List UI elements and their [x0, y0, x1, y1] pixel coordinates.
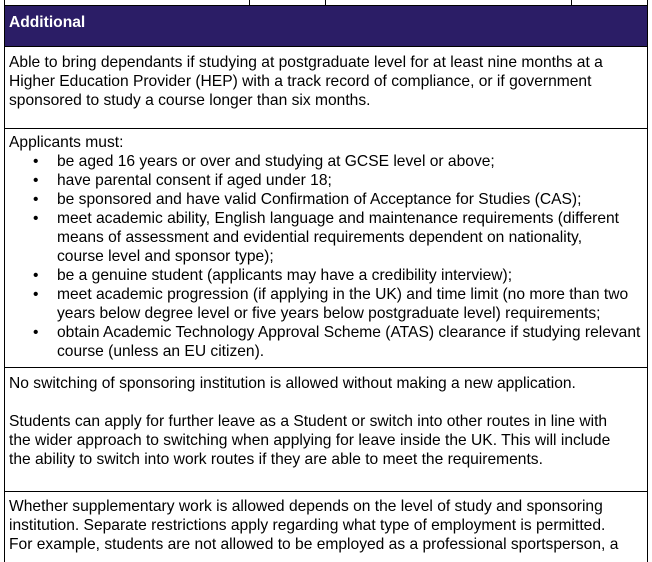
text-line: years below degree level or five years below postgraduate level) requirements; [57, 305, 601, 322]
text-line: • have parental consent if aged under 18; [57, 172, 332, 189]
text-line: • be aged 16 years or over and studying at GCSE level or above; [57, 153, 495, 170]
work-cell [4, 492, 648, 562]
document-table [4, 0, 648, 558]
list-item [57, 323, 643, 361]
list-item [57, 266, 643, 285]
requirements-intro: Applicants must: [9, 134, 124, 151]
text-line: course (unless an EU citizen). [57, 343, 265, 360]
column-divider [325, 0, 326, 5]
text-line: Higher Education Provider (HEP) with a track record of compliance, or if government [9, 73, 592, 90]
text-line: • meet academic ability, English language and maintenance requirements (different [57, 210, 619, 227]
text-line: Able to bring dependants if studying at postgraduate level for at least nine months at a [9, 54, 603, 71]
text-line: course level and sponsor type); [57, 248, 274, 265]
text-line: means of assessment and evidential requirements dependent on nationality, [57, 229, 583, 246]
text-line: • obtain Academic Technology Approval Scheme (ATAS) clearance if studying relevant [57, 324, 641, 341]
text-line: Students can apply for further leave as a Student or switch into other routes in line with [9, 413, 608, 430]
section-header [4, 6, 648, 47]
list-item [57, 190, 643, 209]
text-line: the wider approach to switching when applying for leave inside the UK. This will include [9, 432, 611, 449]
requirements-cell [4, 129, 648, 368]
text-line: the ability to switch into work routes if they are able to meet the requirements. [9, 451, 543, 468]
switching-cell [4, 368, 648, 492]
list-item [57, 152, 643, 171]
previous-row-fragment [4, 0, 648, 6]
list-item [57, 171, 643, 190]
dependants-cell [4, 47, 648, 129]
text-line: institution. Separate restrictions apply regarding what type of employment is permitted. [9, 517, 606, 534]
requirements-list [9, 152, 643, 361]
text-line: sponsored to study a course longer than six months. [9, 92, 371, 109]
text-line: Whether supplementary work is allowed depends on the level of study and sponsoring [9, 498, 603, 515]
text-line: No switching of sponsoring institution is allowed without making a new application. [9, 375, 576, 392]
text-line: For example, students are not allowed to be employed as a professional sportsperson, a [9, 536, 619, 553]
text-line: • be a genuine student (applicants may have a credibility interview); [57, 267, 513, 284]
column-divider [571, 0, 572, 5]
paragraph-gap [9, 393, 643, 412]
section-title: Additional [9, 14, 86, 31]
text-line: • be sponsored and have valid Confirmation of Acceptance for Studies (CAS); [57, 191, 582, 208]
list-item [57, 285, 643, 323]
list-item [57, 209, 643, 266]
column-divider [249, 0, 250, 5]
text-line: • meet academic progression (if applying in the UK) and time limit (no more than two [57, 286, 629, 303]
